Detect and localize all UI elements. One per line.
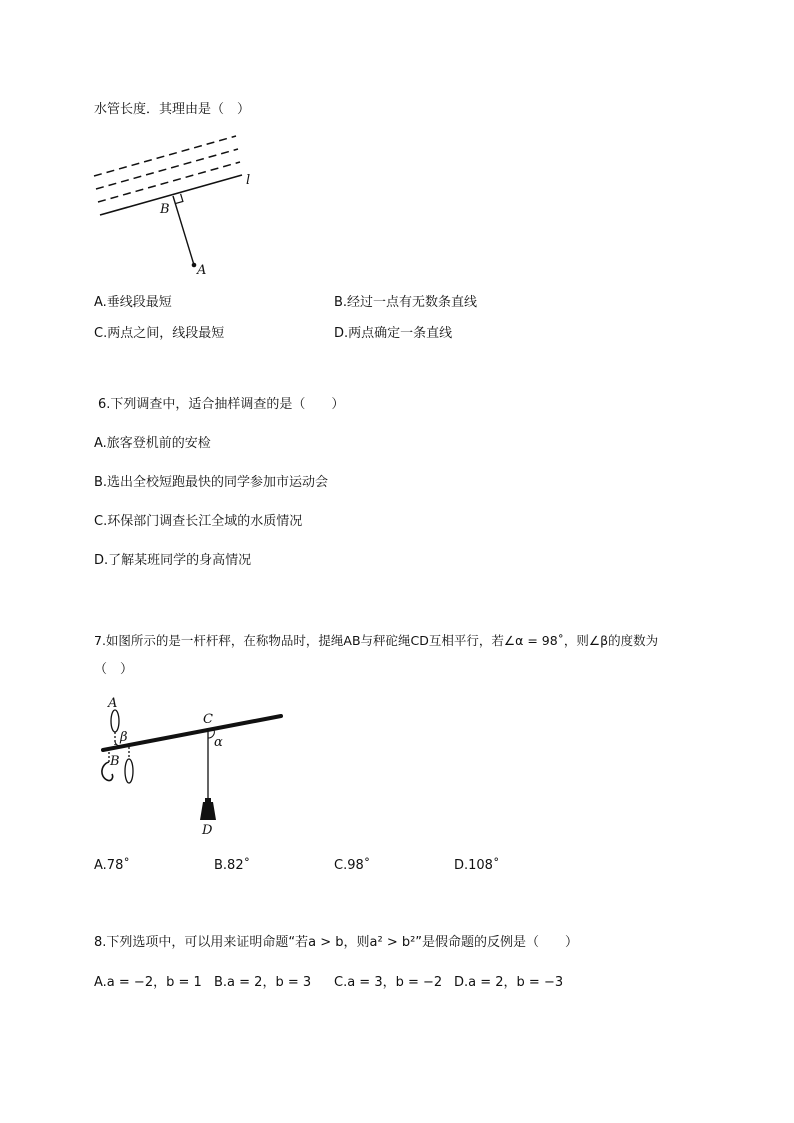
q7-option-c: C.98˚ <box>334 858 371 873</box>
q8-option-a: A.a = −2，b = 1 <box>94 975 202 990</box>
label-d: D <box>202 823 213 838</box>
label-b: B <box>110 754 120 769</box>
right-angle-mark <box>175 194 183 204</box>
label-c: C <box>203 712 213 727</box>
q7-option-d: D.108˚ <box>454 858 500 873</box>
line-l <box>100 175 242 215</box>
q5-option-b: B.经过一点有无数条直线 <box>334 295 478 310</box>
loop-b <box>125 759 133 783</box>
q8-option-d: D.a = 2，b = −3 <box>454 975 564 990</box>
q5-stem-tail: 水管长度．其理由是（ ） <box>94 102 251 117</box>
q7-figure-steelyard <box>95 692 295 842</box>
label-alpha: α <box>214 735 223 750</box>
q5-option-d: D.两点确定一条直线 <box>334 326 453 341</box>
q7-stem-line1: 7.如图所示的是一杆杆秤，在称物品时，提绳AB与秤砣绳CD互相平行，若∠α = 98˚，则∠β的度数为 <box>94 633 659 648</box>
segment-ab <box>173 196 194 265</box>
q6-option-a: A.旅客登机前的安检 <box>94 436 211 451</box>
label-b: B <box>160 202 170 217</box>
weight-d <box>200 802 216 820</box>
q6-option-c: C.环保部门调查长江全域的水质情况 <box>94 514 303 529</box>
q5-option-a: A.垂线段最短 <box>94 295 172 310</box>
q8-option-b: B.a = 2，b = 3 <box>214 975 312 990</box>
label-a: A <box>108 696 118 711</box>
label-a: A <box>197 263 207 278</box>
loop-a <box>111 710 119 732</box>
q6-option-d: D.了解某班同学的身高情况 <box>94 553 252 568</box>
q6-option-b: B.选出全校短跑最快的同学参加市运动会 <box>94 475 329 490</box>
q8-stem: 8.下列选项中，可以用来证明命题“若a > b，则a² > b²”是假命题的反例是（ ） <box>94 935 579 950</box>
q5-figure-perpendicular <box>90 128 270 288</box>
q8-option-c: C.a = 3，b = −2 <box>334 975 443 990</box>
weight-top <box>205 798 211 802</box>
q5-option-c: C.两点之间，线段最短 <box>94 326 225 341</box>
q7-stem-line2: （ ） <box>94 662 134 677</box>
q7-option-a: A.78˚ <box>94 858 130 873</box>
label-l: l <box>246 173 251 188</box>
label-beta: β <box>120 730 128 745</box>
steelyard-beam <box>103 716 281 750</box>
point-a <box>192 263 197 268</box>
q7-option-b: B.82˚ <box>214 858 251 873</box>
q6-stem: 6.下列调查中，适合抽样调查的是（ ） <box>98 397 345 412</box>
